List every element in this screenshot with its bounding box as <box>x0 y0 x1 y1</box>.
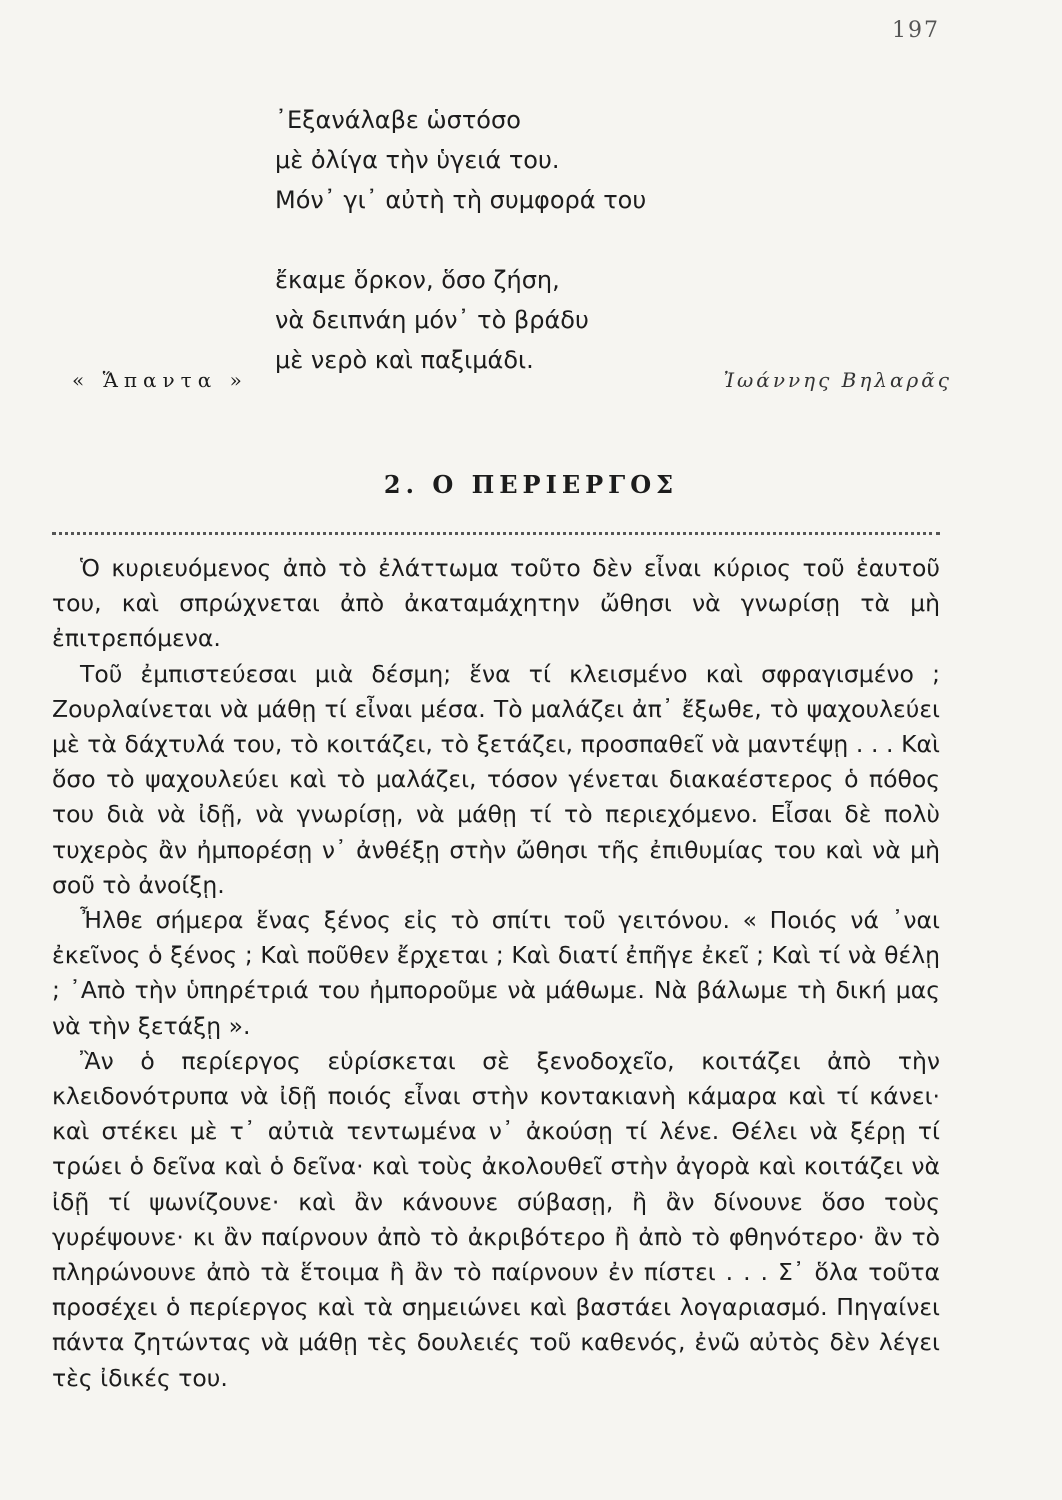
citation-author: Ἰωάννης Βηλαρᾶς <box>723 368 952 392</box>
poem-excerpt <box>275 100 646 380</box>
citation-source: « Ἅπαντα » <box>72 368 248 392</box>
poem-line: μὲ νερὸ καὶ παξιμάδι. <box>275 346 534 374</box>
dotted-divider <box>52 532 940 535</box>
stanza-break <box>275 220 646 260</box>
body-paragraph: Ἂν ὁ περίεργος εὑρίσκεται σὲ ξενοδοχεῖο, κοιτάζει ἀπὸ τὴν κλειδονότρυπα νὰ ἰδῇ ποιός εἶναι στὴν κοντακιανὴ κάμαρα καὶ τί κάνει· καὶ στέκει μὲ τ᾿ αὐτιὰ τεντωμένα ν᾿ ἀκούσῃ τί λένε. Θέλει νὰ ξέρῃ τί τρώει ὁ δεῖνα καὶ ὁ δεῖνα· καὶ τοὺς ἀκολουθεῖ στὴν ἀγορὰ καὶ κοιτάζει νὰ ἰδῇ τί ψωνίζουνε· καὶ ἂν κάνουνε σύβασῃ, ἢ ἂν δίνουνε ὅσο τοὺς γυρέψουνε· κι ἂν παίρνουν ἀπὸ τὸ ἀκριβότερο ἢ ἀπὸ τὸ φθηνότερο· ἂν τὸ πληρώνουνε ἀπὸ τὰ ἕτοιμα ἢ ἂν τὸ παίρνουν ἐν πίστει . . . Σ᾿ ὅλα τοῦτα προσέχει ὁ περίεργος καὶ τὰ σημειώνει καὶ βαστάει λογαριασμό. Πηγαίνει πάντα ζητώντας νὰ μάθῃ τὲς δουλειές τοῦ καθενός, ἐνῶ αὐτὸς δὲν λέγει τὲς ἰδικές του. <box>52 1046 940 1392</box>
body-paragraph: Ἦλθε σήμερα ἕνας ξένος εἰς τὸ σπίτι τοῦ γειτόνου. « Ποιός νά ᾿ναι ἐκεῖνος ὁ ξένος ; Καὶ ποῦθεν ἔρχεται ; Καὶ διατί ἐπῆγε ἐκεῖ ; Καὶ τί νὰ θέλῃ ; ᾿Απὸ τὴν ὑπηρέτριά του ἠμποροῦμε νὰ μάθωμε. Νὰ βάλωμε τὴ δική μας νὰ τὴν ξετάξῃ ». <box>52 906 940 1040</box>
poem-line: ἔκαμε ὅρκον, ὅσο ζήση, <box>275 266 560 294</box>
article-body <box>52 551 940 1396</box>
page-number: 197 <box>892 18 940 43</box>
body-paragraph: Τοῦ ἐμπιστεύεσαι μιὰ δέσμη; ἕνα τί κλεισμένο καὶ σφραγισμένο ; Ζουρλαίνεται νὰ μάθῃ τί εἶναι μέσα. Τὸ μαλάζει ἀπ᾿ ἔξωθε, τὸ ψαχουλεύει μὲ τὰ δάχτυλά του, τὸ κοιτάζει, τὸ ξετάζει, προσπαθεῖ νὰ μαντέψῃ . . . Καὶ ὅσο τὸ ψαχουλεύει καὶ τὸ μαλάζει, τόσον γένεται διακαέστερος ὁ πόθος του διὰ νὰ ἰδῇ, νὰ γνωρίσῃ, νὰ μάθῃ τί τὸ περιεχόμενο. Εἶσαι δὲ πολὺ τυχερὸς ἂν ἠμπορέσῃ ν᾿ ἀνθέξῃ στὴν ὤθησι τῆς ἐπιθυμίας του καὶ νὰ μὴ σοῦ τὸ ἀνοίξῃ. <box>52 659 940 899</box>
body-paragraph: Ὁ κυριευόμενος ἀπὸ τὸ ἐλάττωμα τοῦτο δὲν εἶναι κύριος τοῦ ἑαυτοῦ του, καὶ σπρώχνεται ἀπὸ ἀκαταμάχητην ὤθησι νὰ γνωρίσῃ τὰ μὴ ἐπιτρεπόμενα. <box>52 554 940 653</box>
poem-line: νὰ δειπνάη μόν᾿ τὸ βράδυ <box>275 306 589 334</box>
section-heading: 2. Ο ΠΕΡΙΕΡΓΟΣ <box>383 470 679 499</box>
poem-line: μὲ ὀλίγα τὴν ὑγειά του. <box>275 146 560 174</box>
poem-line: Μόν᾿ γι᾿ αὐτὴ τὴ συμφορά του <box>275 186 647 214</box>
poem-line: ᾿Εξανάλαβε ὡστόσο <box>275 106 521 134</box>
